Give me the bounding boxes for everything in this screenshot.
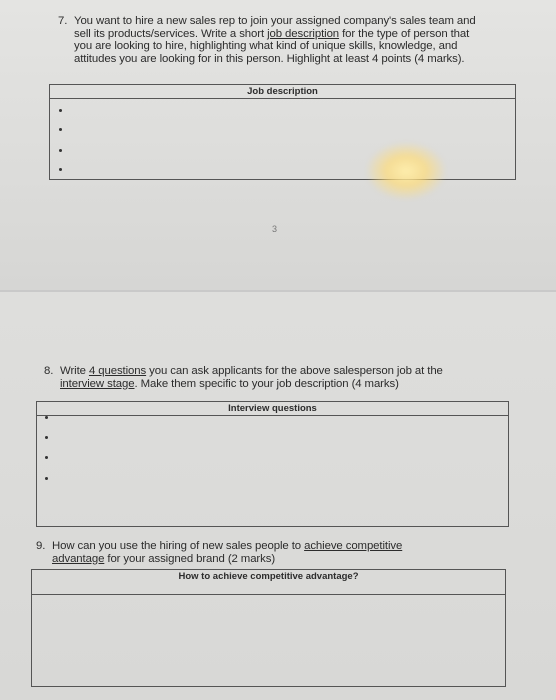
question-9-line-1: How can you use the hiring of new sales people to achieve competitive <box>52 540 403 552</box>
job-description-header: Job description <box>50 85 515 99</box>
light-glare <box>366 142 446 200</box>
question-8 <box>44 365 514 390</box>
question-7 <box>58 15 528 65</box>
worksheet-page-upper <box>0 0 556 290</box>
question-9-line-2: advantage for your assigned brand (2 marks) <box>52 552 276 565</box>
interview-questions-header: Interview questions <box>37 402 508 416</box>
question-7-number: 7. <box>58 15 68 27</box>
bullet-point <box>59 168 62 171</box>
interview-questions-table[interactable] <box>36 401 509 527</box>
question-7-line-2: sell its products/services. Write a short job description for the type of person that <box>74 27 470 40</box>
job-description-link-text: job description <box>267 27 340 40</box>
question-8-line-2: interview stage. Make them specific to your job description (4 marks) <box>60 377 399 390</box>
bullet-point <box>59 128 62 131</box>
question-8-line-1: Write 4 questions you can ask applicants for the above salesperson job at the <box>60 365 443 377</box>
question-9 <box>36 540 506 565</box>
competitive-advantage-header: How to achieve competitive advantage? <box>32 570 505 595</box>
question-8-number: 8. <box>44 365 54 377</box>
bullet-point <box>59 109 62 112</box>
competitive-advantage-table[interactable] <box>31 569 506 687</box>
question-9-number: 9. <box>36 540 46 552</box>
bullet-point <box>45 456 48 459</box>
bullet-point <box>45 416 48 419</box>
bullet-point <box>59 149 62 152</box>
question-7-line-1: You want to hire a new sales rep to join your assigned company's sales team and <box>74 15 476 27</box>
bullet-point <box>45 436 48 439</box>
bullet-point <box>45 477 48 480</box>
page-number: 3 <box>272 224 278 234</box>
question-7-line-4: attitudes you are looking for in this person. Highlight at least 4 points (4 marks). <box>74 52 465 65</box>
question-7-line-3: you are looking to hire, highlighting what kind of unique skills, knowledge, and <box>74 40 458 53</box>
